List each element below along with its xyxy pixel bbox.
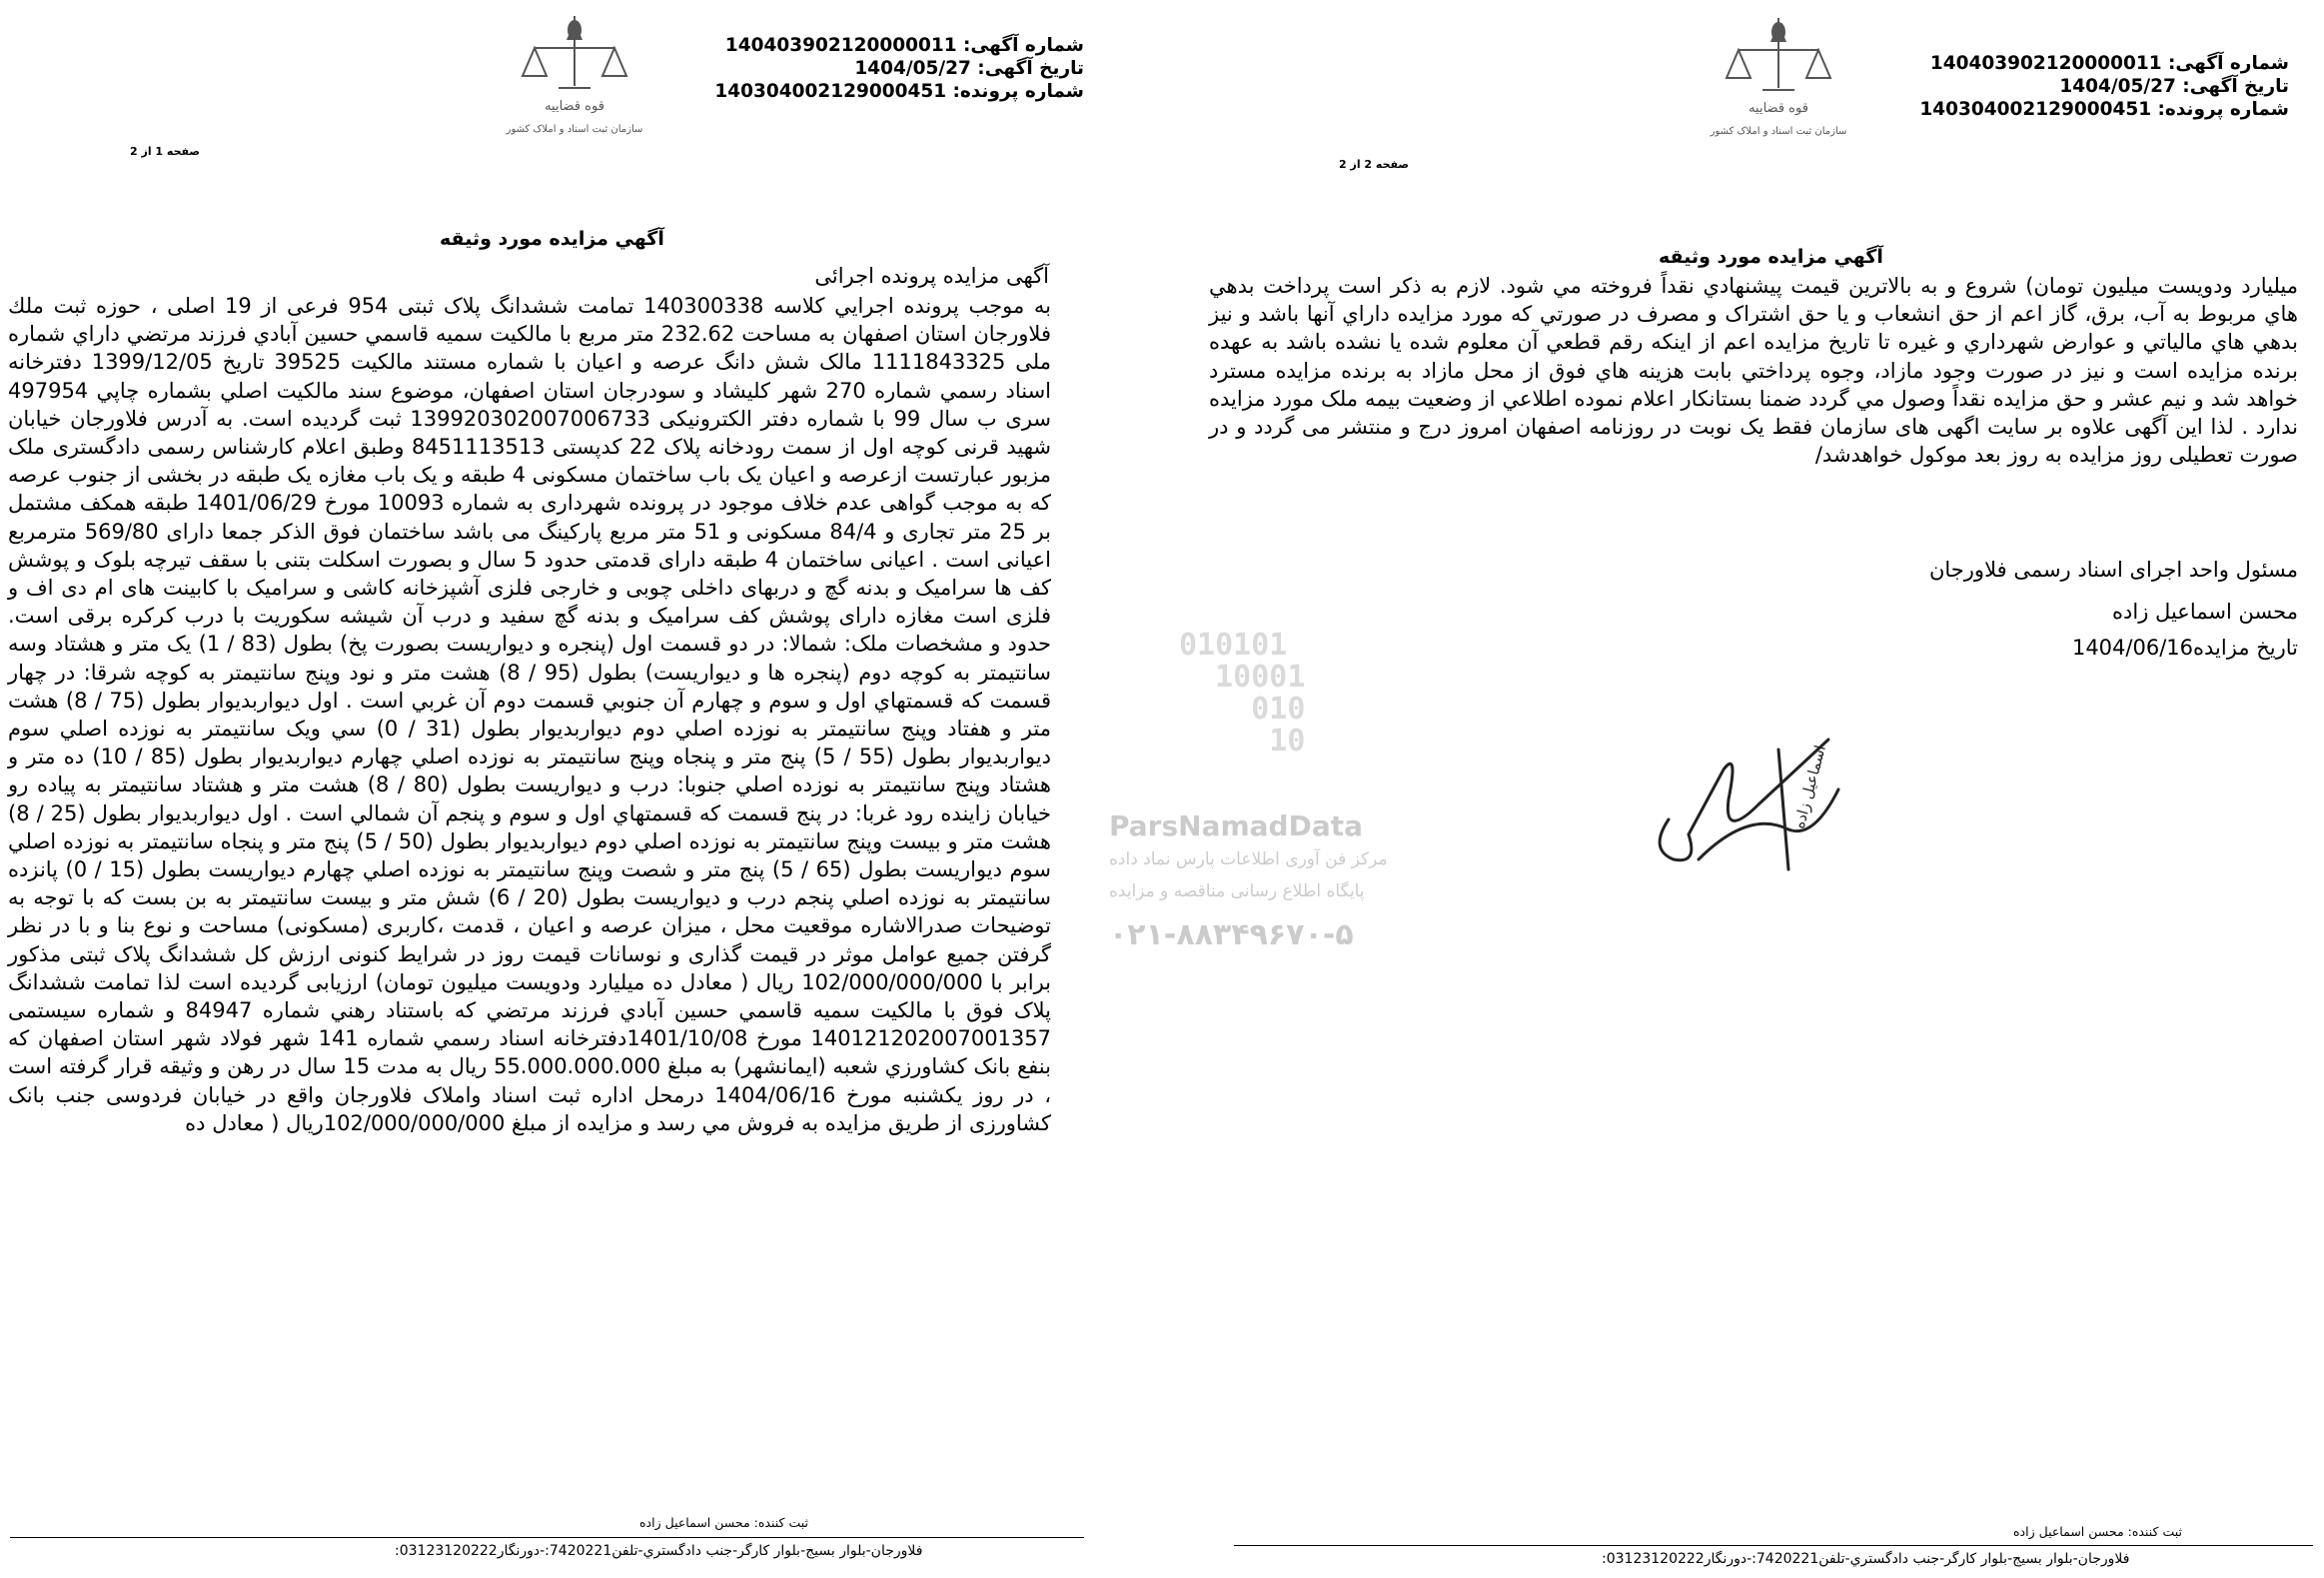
officer-title: مسئول واحد اجرای اسناد رسمی فلاورجان [1928,558,2298,582]
auction-date: تاریخ مزایده1404/06/16 [2071,636,2298,660]
notice-body-text: به موجب پرونده اجرايي كلاسه 140300338 تمامت ششدانگ پلاک ثبتی 954 فرعی از 19 اصلی ، حوزه ثبت ملك فلاورجان استان اصفهان به مساحت 232.62 متر مربع با مالکیت سمیه قاسمي حسين آبادي فرزند مرتضي داراي شماره ملی 1111843325 مالک شش دانگ عرصه و اعیان با شماره مستند مالکیت 39525 تاریخ 1399/12/05 دفترخانه اسناد رسمي شماره 270 شهر کلیشاد و سودرجان استان اصفهان، موضوع سند مالکیت اصلي بشماره چاپي 497954 سری ب سال 99 با شماره دفتر الکترونیکی 139920302007006733 ثبت گرديده است. به آدرس فلاورجان خیابان شهید قرنی کوچه اول از سمت رودخانه پلاک 22 کدپستی 8451113513 وطبق اعلام کارشناس رسمی دادگستری ملک مزبور عبارتست ازعرصه و اعیان یک باب ساختمان مسکونی 4 طبقه و یک باب مغازه یک طبقه در بخشی از جنوب عرصه که به موجب گواهی عدم خلاف موجود در پرونده شهرداری به شماره 10093 مورخ 1401/06/29 طبقه همکف مشتمل بر 25 متر تجاری و 84/4 مسکونی و 51 متر مربع پارکینگ می باشد ساختمان فوق الذکر جمعا دارای 569/80 مترمربع اعیانی است . اعیانی ساختمان 4 طبقه دارای قدمتی حدود 5 سال و بصورت اسکلت بتنی با سقف تیرچه بلوک و پوشش کف ها سرامیک و بدنه گچ و دربهای داخلی چوبی و خارجی فلزی آشپزخانه کاشی و سرامیک با کابینت های ام دی اف و فلزی است مغازه دارای پوشش کف سرامیک و بدنه گچ سفید و درب آن شیشه سکوریت با درب کرکره برقی است. حدود و مشخصات ملک: شمالا: در دو قسمت اول (پنجره و دیواریست بصورت پخ) بطول (83 / 1) یک متر و هشتاد وسه سانتیمتر به کوچه دوم (پنجره ها و دیواریست) بطول (95 / 8) هشت متر و نود وپنج سانتيمتر به کوچه شرقا: در چهار قسمت که قسمتهاي اول و سوم و چهارم آن جنوبي قسمت دوم آن غربي است . اول دیواربدیوار بطول (75 / 8) هشت متر و هفتاد وپنج سانتيمتر به نوزده اصلي دوم دیواربدیوار بطول (31 / 0) سي ويک سانتيمتر به نوزده اصلي سوم دیواربدیوار بطول (55 / 5) پنج متر و پنجاه وپنج سانتيمتر به نوزده اصلي چهارم دیواربدیوار بطول (85 / 10) ده متر و هشتاد وپنج سانتيمتر به نوزده اصلي جنوبا: درب و دیواریست بطول (80 / 8) هشت متر و هشتاد سانتيمتر به پیاده رو خيابان زاينده رود غربا: در پنج قسمت که قسمتهاي اول و سوم و پنجم آن شمالي است . اول دیواربدیوار بطول (25 / 8) هشت متر و بيست وپنج سانتيمتر به نوزده اصلي دوم دیواربدیوار بطول (50 / 5) پنج متر و پنجاه سانتيمتر به نوزده اصلي سوم دیواریست بطول (65 / 5) پنج متر و شصت وپنج سانتيمتر به نوزده اصلي چهارم دیواریست بطول (15 / 0) پانزده سانتيمتر به نوزده اصلي پنجم درب و دیواریست بطول (20 / 6) شش متر و بيست سانتيمتر به بن بست که با توجه به توضیحات صدرالاشاره موقعیت محل ، میزان عرصه و اعیان ، قدمت ،کاربری (مسکونی) مساحت و نوع بنا و با در نظر گرفتن جمیع عوامل موثر در قیمت گذاری و نوسانات قیمت روز در شرایط کنونی ارزش کل ششدانگ پلاک ثبتی مذکور برابر با 102/000/000/000 ریال ( معادل ده میلیارد ودویست میلیون تومان) ارزیابی گرديده است لذا تمامت ششدانگ پلاک فوق با مالکیت سمیه قاسمي حسين آبادي فرزند مرتضي که باستناد رهني شماره 84947 و شماره سیستمی 140121202007001357 مورخ 1401/10/08دفترخانه اسناد رسمي شماره 141 شهر فولاد شهر استان اصفهان که بنفع بانک کشاورزي شعبه (ايمانشهر) به مبلغ 55.000.000.000 ریال به مدت 15 سال در رهن و وثيقه قرار گرفته است ، در روز يکشنبه مورخ 1404/06/16 درمحل اداره ثبت اسناد واملاک فلاورجان واقع در خیابان فردوسی جنب بانک کشاورزی از طريق مزايده به فروش مي رسد و مزايده از مبلغ 102/000/000/000ریال ( معادل ده [8,294,1052,1135]
notice-body [1209,272,2298,469]
footer-divider [10,1537,1084,1538]
case-number-row: شماره پرونده: 140304002129000451 [1919,99,2289,120]
svg-text:قوه قضاییه: قوه قضاییه [545,99,604,114]
judiciary-emblem-icon [506,8,643,138]
notice-date-row: تاریخ آگهی: 1404/05/27 [2059,76,2289,97]
watermark-digits: 010101 10001 010 10 [1179,628,1306,759]
svg-text:سازمان ثبت اسناد و املاک کشور: سازمان ثبت اسناد و املاک کشور [1710,126,1847,137]
signature [1629,710,1858,893]
notice-number: 140403902120000011 [724,35,957,56]
notice-number: 140403902120000011 [1929,53,2162,74]
notice-header [714,34,1084,103]
notice-date: 1404/05/27 [854,58,971,79]
notice-header [1919,52,2289,121]
page-number: صفحه 2 از 2 [1339,158,1410,171]
watermark-brand: ParsNamadData [1109,809,1363,842]
watermark-phone: ۰۲۱-۸۸۳۴۹۶۷۰-۵ [1109,917,1354,952]
footer-address: فلاورجان-بلوار بسیج-بلوار کارگر-جنب دادگستري-تلفن7420221:-دورنگار03123120222: [1602,1551,2130,1567]
page-title: آگهي مزايده مورد وثيقه [1659,246,1883,268]
watermark-tagline-2: پایگاه اطلاع رسانی مناقصه و مزایده [1109,881,1365,901]
notice-number-row: شماره آگهی: 140403902120000011 [1929,53,2289,74]
notice-body-text: میلیارد ودویست میلیون تومان) شروع و به بالاترين قيمت پيشنهادي نقداً فروخته مي شود. لازم به ذکر است پرداخت بدهي هاي مربوط به آب، برق، گاز اعم از حق انشعاب و يا حق اشتراک و مصرف در صورتي که مورد مزايده داراي آنها باشد و نيز بدهي هاي مالياتي و عوارض شهرداري و غيره تا تاريخ مزايده اعم از اينکه رقم قطعي آن معلوم شده يا نشده باشد به عهده برنده مزايده است و نيز در صورت وجود مازاد، وجوه پرداختي بابت هزينه هاي فوق از محل مازاد به برنده مزايده مسترد خواهد شد و نیم عشر و حق مزایده نقداً وصول مي گردد ضمنا بستانکار اعلام نموده اطلاعي از وضعيت بيمه ملک مورد مزايده ندارد . لذا این آگهی علاوه بر سایت اگهی های سازمان فقط یک نوبت در روزنامه اصفهان امروز درج و منتشر می گردد و در صورت تعطیلی روز مزایده به روز بعد موکول خواهدشد/ [1209,274,2298,468]
notice-number-row: شماره آگهی: 140403902120000011 [724,35,1084,56]
case-number-row: شماره پرونده: 140304002129000451 [714,81,1084,102]
svg-text:قوه قضاییه: قوه قضاییه [1748,101,1808,116]
body-first-line: آگهی مزایده پرونده اجرائی [814,264,1049,288]
footer-divider [1234,1545,2313,1546]
case-number: 140304002129000451 [714,81,947,102]
registrar: ثبت کننده: محسن اسماعیل زاده [639,1515,808,1530]
notice-date: 1404/05/27 [2059,76,2176,97]
svg-text:اسماعیل زاده: اسماعیل زاده [1789,743,1830,831]
page-title: آگهي مزايده مورد وثيقه [440,228,664,250]
registrar: ثبت کننده: محسن اسماعیل زاده [2013,1524,2182,1539]
registrar-name: محسن اسماعیل زاده [2013,1524,2124,1539]
notice-body [8,292,1051,1137]
watermark-tagline-1: مرکز فن آوری اطلاعات پارس نماد داده [1109,849,1388,869]
footer-address: فلاورجان-بلوار بسیج-بلوار کارگر-جنب دادگستري-تلفن7420221:-دورنگار03123120222: [395,1543,923,1559]
svg-text:سازمان ثبت اسناد و املاک کشور: سازمان ثبت اسناد و املاک کشور [506,124,643,135]
registrar-name: محسن اسماعیل زاده [639,1515,750,1530]
page-number: صفحه 1 از 2 [130,145,201,158]
judiciary-emblem-icon [1710,10,1847,140]
page-2 [1189,0,2324,1578]
notice-date-row: تاریخ آگهی: 1404/05/27 [854,58,1084,79]
case-number: 140304002129000451 [1919,99,2152,120]
officer-name: محسن اسماعیل زاده [2112,600,2298,624]
